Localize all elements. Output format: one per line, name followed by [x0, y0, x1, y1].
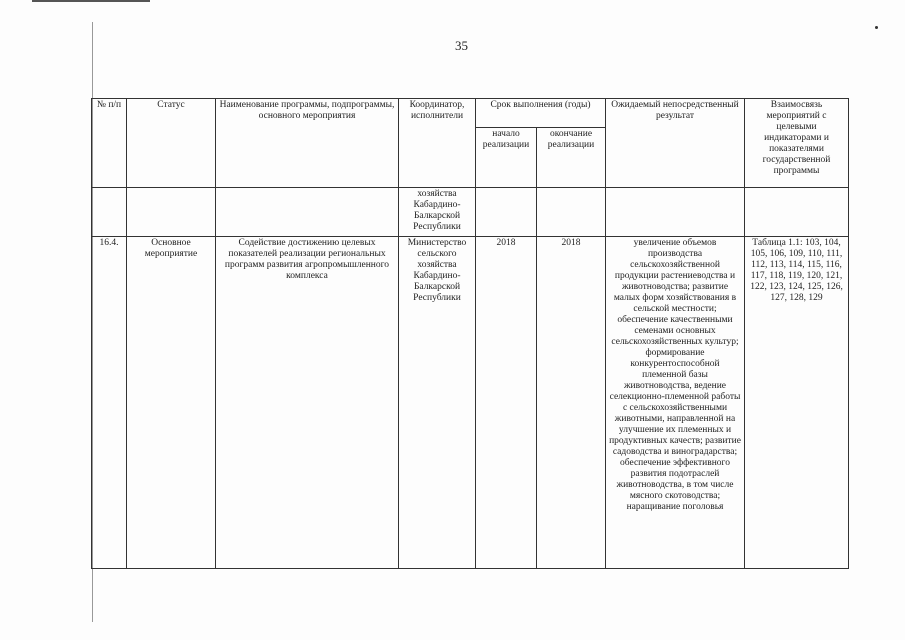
cont-result — [606, 188, 745, 237]
cont-start — [476, 188, 537, 237]
cont-coordinator: хозяйства Кабардино-Балкарской Республики — [399, 188, 476, 237]
row-coordinator: Министерство сельского хозяйства Кабардино-Балкарской Республики — [399, 237, 476, 569]
row-num: 16.4. — [92, 237, 127, 569]
header-end: окончание реализации — [537, 128, 606, 188]
table-row — [92, 237, 849, 569]
header-coordinator: Координатор, исполнители — [399, 99, 476, 188]
program-table — [91, 98, 849, 569]
header-start: начало реализации — [476, 128, 537, 188]
cont-num — [92, 188, 127, 237]
header-status: Статус — [127, 99, 216, 188]
header-num: № п/п — [92, 99, 127, 188]
page-number: 35 — [455, 38, 468, 53]
header-result: Ожидаемый непосредственный результат — [606, 99, 745, 188]
cont-end — [537, 188, 606, 237]
cont-link — [745, 188, 849, 237]
continuation-row — [92, 188, 849, 237]
row-status: Основное мероприятие — [127, 237, 216, 569]
row-result: увеличение объемов производства сельскохозяйственной продукции растениеводства и животноводства; развитие малых форм хозяйствования в сельской местности; обеспечение качественными семенами основных сельскохозяйственных культур; формирование конкурентоспособной племенной базы животноводства, ведение селекционно-племенной работы с сельскохозяйственными животными, направленной на улучшение их племенных и продуктивных качеств; развитие садоводства и виноградарства; обеспечение эффективного развития подотраслей животноводства, в том числе мясного скотоводства; наращивание поголовья — [606, 237, 745, 569]
header-link: Взаимосвязь мероприятий с целевыми индикаторами и показателями государственной программы — [745, 99, 849, 188]
row-end: 2018 — [537, 237, 606, 569]
header-name: Наименование программы, подпрограммы, основного мероприятия — [216, 99, 399, 188]
scan-edge-mark — [32, 0, 150, 2]
row-link: Таблица 1.1: 103, 104, 105, 106, 109, 110, 111, 112, 113, 114, 115, 116, 117, 118, 119, 120, 121, 122, 123, 124, 125, 126, 127, 128, 129 — [745, 237, 849, 569]
cont-name — [216, 188, 399, 237]
row-name: Содействие достижению целевых показателей реализации региональных программ развития агропромышленного комплекса — [216, 237, 399, 569]
scan-speck — [875, 26, 878, 29]
header-row — [92, 99, 849, 128]
header-period: Срок выполнения (годы) — [476, 99, 606, 128]
cont-status — [127, 188, 216, 237]
row-start: 2018 — [476, 237, 537, 569]
